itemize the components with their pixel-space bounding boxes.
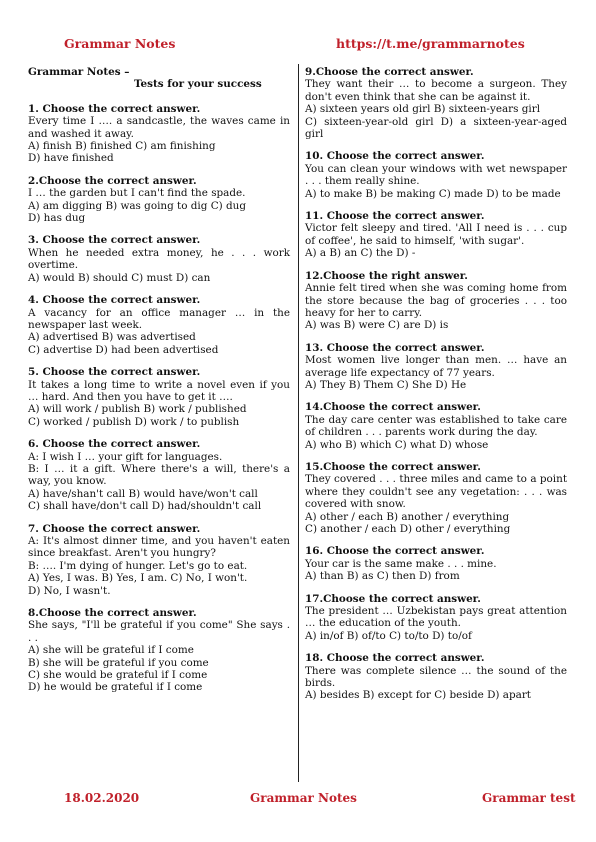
question-title: 13. Choose the correct answer.	[305, 341, 485, 354]
left-column	[28, 66, 290, 704]
question-line: A) in/of B) of/to C) to/to D) to/of	[305, 629, 472, 642]
intro-subheading: Tests for your success	[134, 78, 262, 91]
question-block	[305, 545, 567, 582]
question-line: A) would B) should C) must D) can	[28, 271, 211, 284]
question-line: A) a B) an C) the D) -	[305, 247, 416, 260]
question-line: D) has dug	[28, 212, 86, 225]
question-line: C) advertise D) had been advertised	[28, 343, 219, 356]
question-line: They want their … to become a surgeon. They don't even think that she can be against it.	[305, 78, 567, 103]
question-block	[305, 342, 567, 392]
question-block	[28, 523, 290, 597]
question-block	[28, 438, 290, 512]
question-line: A: It's almost dinner time, and you haven't eaten since breakfast. Aren't you hungry?	[28, 535, 290, 560]
question-line: A) am digging B) was going to dig C) dug	[28, 199, 247, 212]
question-line: There was complete silence … the sound of the birds.	[305, 664, 567, 690]
question-line: A: I wish I … your gift for languages.	[28, 450, 223, 463]
question-title: 8.Choose the correct answer.	[28, 607, 197, 620]
question-title: 6. Choose the correct answer.	[28, 438, 201, 451]
question-line: I … the garden but I can't find the spade.	[28, 187, 246, 200]
question-block	[305, 66, 567, 140]
question-title: 9.Choose the correct answer.	[305, 66, 474, 78]
question-line: C) shall have/don't call D) had/shouldn't call	[28, 500, 262, 513]
question-title: 14.Choose the correct answer.	[305, 401, 481, 414]
question-line: A) have/shan't call B) would have/won't call	[28, 487, 258, 500]
question-line: A) They B) Them C) She D) He	[305, 378, 467, 391]
question-line: A) besides B) except for C) beside D) apart	[305, 689, 531, 702]
question-line: A) other / each B) another / everything	[305, 510, 510, 523]
question-line: B: I … it a gift. Where there's a will, there's a way, you know.	[28, 462, 290, 488]
question-block	[305, 270, 567, 332]
question-title: 10. Choose the correct answer.	[305, 150, 485, 163]
intro-heading: Grammar Notes –	[28, 66, 130, 78]
question-line: Most women live longer than men. … have an average life expectancy of 77 years.	[305, 354, 567, 379]
question-title: 12.Choose the right answer.	[305, 269, 468, 282]
question-block	[305, 210, 567, 260]
question-block	[28, 366, 290, 428]
question-title: 16. Choose the correct answer.	[305, 545, 485, 558]
question-line: D) have finished	[28, 152, 114, 165]
question-title: 5. Choose the correct answer.	[28, 366, 201, 379]
question-block	[28, 103, 290, 165]
right-question-list	[305, 66, 567, 702]
question-block	[305, 461, 567, 535]
question-line: A) was B) were C) are D) is	[305, 319, 449, 332]
footer-test-label: Grammar test	[482, 791, 576, 805]
question-line: D) he would be grateful if I come	[28, 681, 203, 694]
question-line: Your car is the same make . . . mine.	[305, 557, 497, 570]
column-divider	[298, 64, 299, 782]
question-line: The president … Uzbekistan pays great attention … the education of the youth.	[305, 605, 567, 630]
right-column	[305, 66, 567, 712]
question-block	[28, 607, 290, 694]
header-title: Grammar Notes	[64, 36, 176, 51]
question-line: A) advertised B) was advertised	[28, 331, 196, 344]
question-line: A) she will be grateful if I come	[28, 644, 194, 657]
question-line: It takes a long time to write a novel even if you … hard. And then you have to get it ….	[28, 378, 290, 403]
question-line: B: …. I'm dying of hunger. Let's go to eat.	[28, 559, 248, 572]
question-line: B) she will be grateful if you come	[28, 656, 209, 669]
question-line: A) will work / publish B) work / published	[28, 403, 247, 416]
question-title: 3. Choose the correct answer.	[28, 234, 201, 247]
question-title: 1. Choose the correct answer.	[28, 102, 201, 115]
left-question-list	[28, 103, 290, 694]
header-channel-link[interactable]: https://t.me/grammarnotes	[336, 36, 525, 51]
question-block	[305, 150, 567, 200]
question-line: C) another / each D) other / everything	[305, 523, 511, 535]
question-title: 17.Choose the correct answer.	[305, 592, 481, 605]
footer-brand: Grammar Notes	[250, 791, 357, 805]
question-title: 4. Choose the correct answer.	[28, 294, 201, 307]
question-block	[305, 593, 567, 643]
question-title: 18. Choose the correct answer.	[305, 652, 485, 665]
question-line: Victor felt sleepy and tired. 'All I need is . . . cup of coffee', he said to himself, 'with sugar'.	[305, 222, 567, 247]
question-line: A) sixteen years old girl B) sixteen-years girl	[305, 103, 541, 116]
question-line: A) finish B) finished C) am finishing	[28, 140, 216, 153]
question-line: A) than B) as C) then D) from	[305, 570, 460, 583]
question-block	[305, 401, 567, 451]
question-line: C) worked / publish D) work / to publish	[28, 415, 240, 428]
question-line: She says, "I'll be grateful if you come" She says . . .	[28, 619, 290, 644]
question-line: A) to make B) be making C) made D) to be made	[305, 187, 561, 200]
question-title: 11. Choose the correct answer.	[305, 210, 485, 223]
question-block	[28, 175, 290, 225]
question-block	[305, 652, 567, 702]
question-block	[28, 234, 290, 284]
question-title: 2.Choose the correct answer.	[28, 174, 197, 187]
question-line: A) Yes, I was. B) Yes, I am. C) No, I won't.	[28, 572, 248, 585]
question-line: Annie felt tired when she was coming home from the store because the bag of groceries . . . too heavy for her to carry.	[305, 282, 567, 319]
question-line: The day care center was established to take care of children . . . parents work during the day.	[305, 413, 567, 439]
question-line: Every time I …. a sandcastle, the waves came in and washed it away.	[28, 115, 290, 140]
question-line: They covered . . . three miles and came to a point where they couldn't see any vegetation: . . . was covered with snow.	[305, 473, 567, 511]
question-block	[28, 294, 290, 356]
question-line: D) No, I wasn't.	[28, 584, 111, 597]
question-title: 15.Choose the correct answer.	[305, 460, 481, 473]
question-line: C) she would be grateful if I come	[28, 669, 208, 682]
footer-date: 18.02.2020	[64, 791, 140, 805]
question-line: A) who B) which C) what D) whose	[305, 438, 489, 451]
question-line: You can clean your windows with wet newspaper . . . them really shine.	[305, 162, 567, 188]
question-line: C) sixteen-year-old girl D) a sixteen-year-aged girl	[305, 115, 567, 141]
question-line: A vacancy for an office manager … in the newspaper last week.	[28, 306, 290, 331]
question-title: 7. Choose the correct answer.	[28, 522, 201, 535]
question-line: When he needed extra money, he . . . work overtime.	[28, 246, 290, 272]
